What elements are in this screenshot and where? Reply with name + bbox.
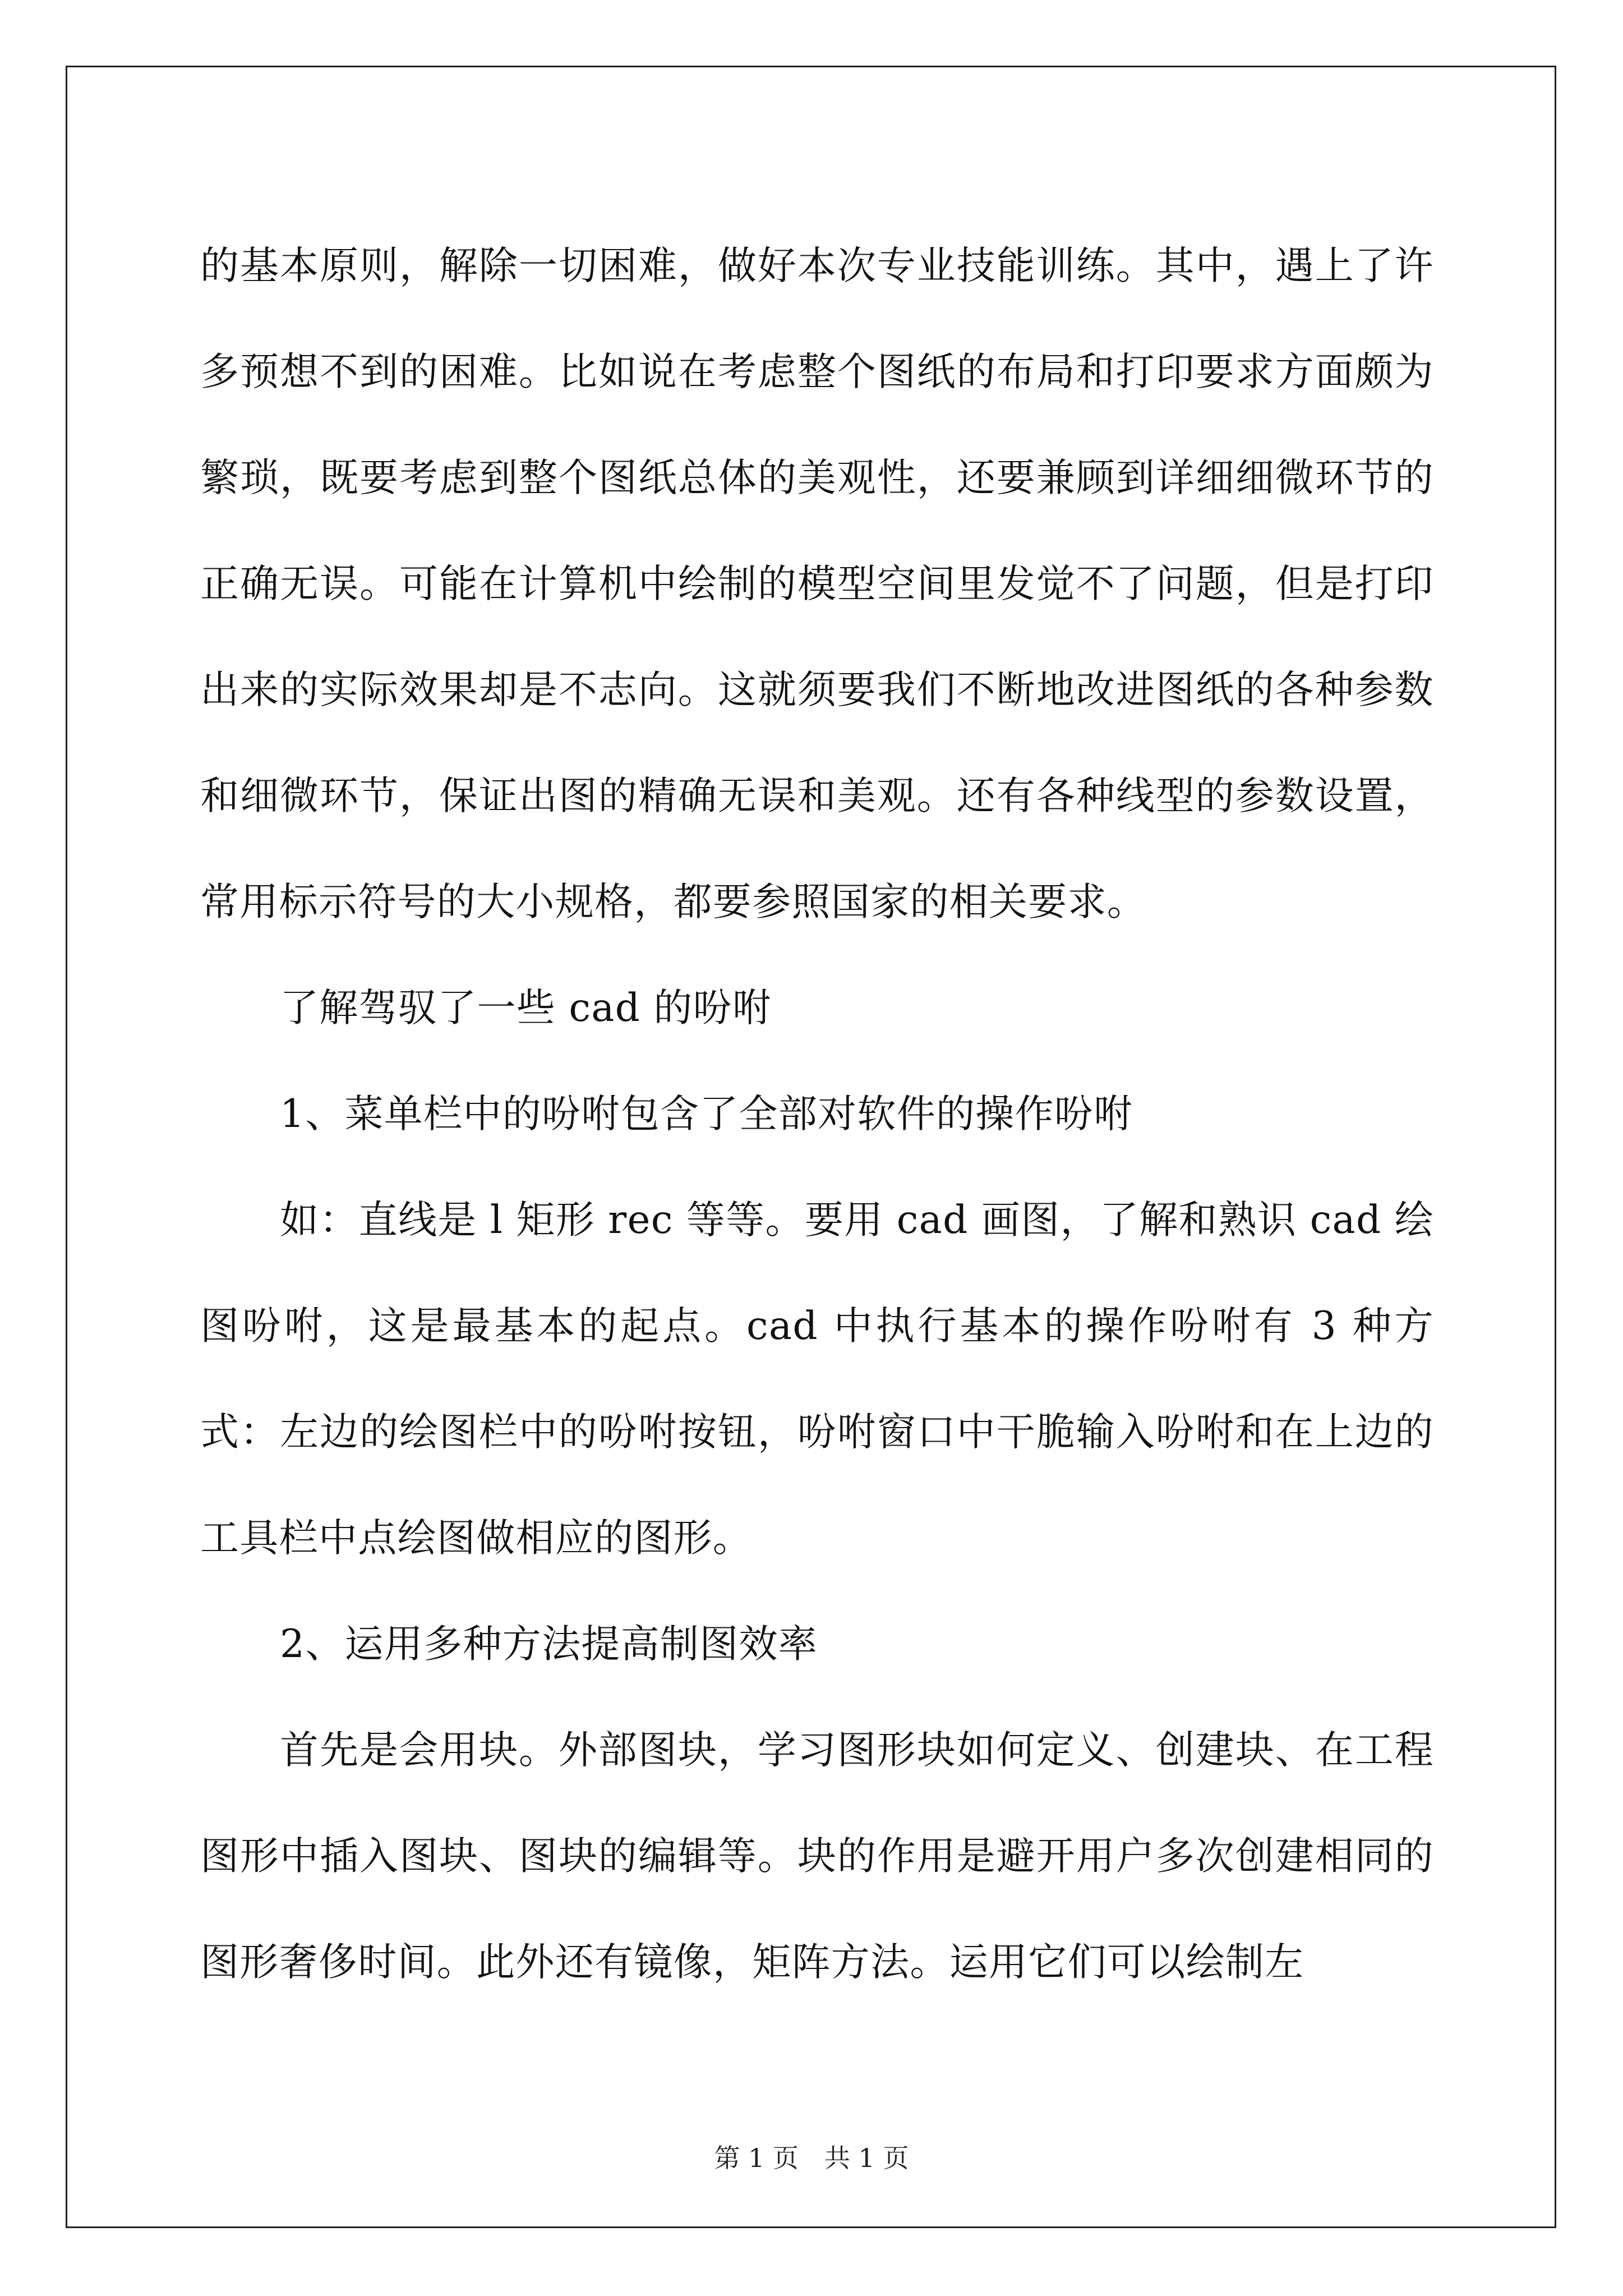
page-total: 共 1 页 [824,2143,909,2173]
page-footer [0,2141,1623,2175]
paragraph: 1、菜单栏中的吩咐包含了全部对软件的操作吩咐 [280,1092,1133,1137]
document-body [200,213,1434,2016]
paragraph: 了解驾驭了一些 cad 的吩咐 [280,986,772,1030]
paragraph: 首先是会用块。外部图块，学习图形块如何定义、创建块、在工程图形中插入图块、图块的编辑等。块的作用是避开用户多次创建相同的图形奢侈时间。此外还有镜像，矩阵方法。运用它们可以绘制左 [200,1728,1434,1985]
paragraph: 如：直线是 l 矩形 rec 等等。要用 cad 画图，了解和熟识 cad 绘图吩咐，这是最基本的起点。cad 中执行基本的操作吩咐有 3 种方式：左边的绘图栏中的吩咐按钮，吩咐窗口中干脆输入吩咐和在上边的工具栏中点绘图做相应的图形。 [200,1198,1434,1561]
page-number: 第 1 页 [714,2143,799,2173]
paragraph: 2、运用多种方法提高制图效率 [280,1622,818,1667]
paragraph: 的基本原则，解除一切困难，做好本次专业技能训练。其中，遇上了许多预想不到的困难。比如说在考虑整个图纸的布局和打印要求方面颇为繁琐，既要考虑到整个图纸总体的美观性，还要兼顾到详细细微环节的正确无误。可能在计算机中绘制的模型空间里发觉不了问题，但是打印出来的实际效果却是不志向。这就须要我们不断地改进图纸的各种参数和细微环节，保证出图的精确无误和美观。还有各种线型的参数设置，常用标示符号的大小规格，都要参照国家的相关要求。 [200,243,1434,924]
